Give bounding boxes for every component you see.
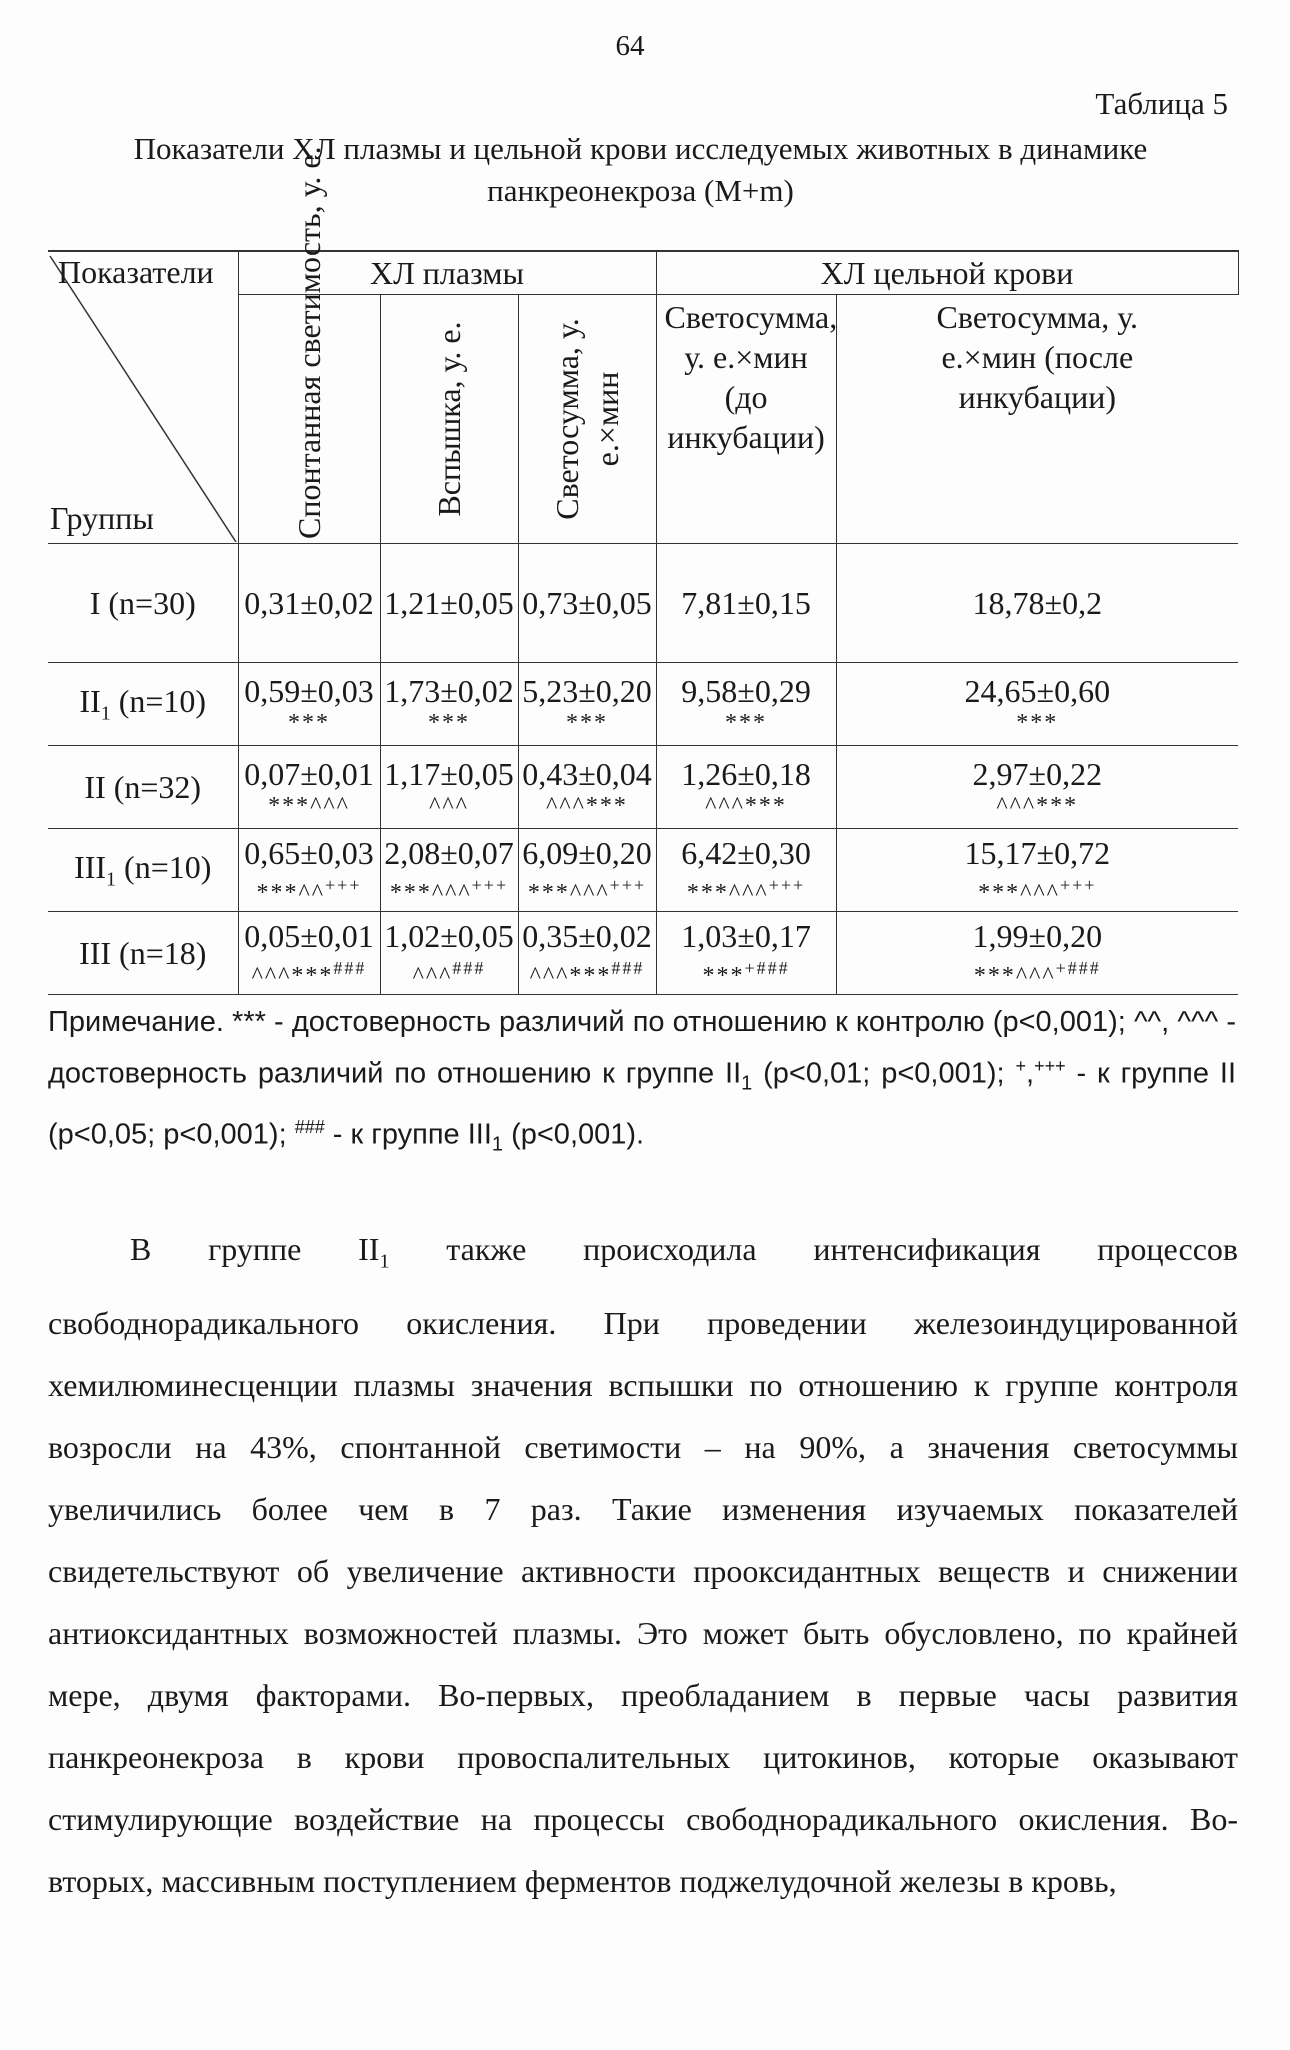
col-header-flash [380,295,518,544]
significance-mark [657,710,836,736]
value-cell [836,663,1238,746]
table-title: Показатели ХЛ плазмы и цельной крови исследуемых животных в динамике панкреонекроза (М+m) [133,131,1148,208]
value-cell [238,544,380,663]
corner-header-cell [48,251,238,544]
cell-value: 0,65±0,03 [244,835,374,871]
cell-value: 0,43±0,04 [522,756,652,792]
value-cell [518,829,656,912]
table-row [48,912,1238,995]
group-subscript: 1 [100,702,111,725]
value-cell [238,746,380,829]
cell-value: 9,58±0,29 [681,673,811,709]
significance-symbols: *** [1016,710,1059,736]
note-sup-plus3: +++ [1034,1056,1066,1076]
body-sub: 1 [379,1250,390,1273]
group-cell [48,663,238,746]
cell-value: 1,21±0,05 [384,585,514,621]
table-note [48,1000,1236,1167]
body-paragraph [48,1218,1238,1912]
cell-value: 7,81±0,15 [681,585,811,621]
table-row [48,746,1238,829]
plasma-group-header: ХЛ плазмы [238,251,656,295]
cell-value: 1,17±0,05 [384,756,514,792]
significance-mark [837,955,1239,989]
cell-value: 2,08±0,07 [384,835,514,871]
significance-symbols: ^^^ [429,793,469,819]
significance-mark [381,955,518,989]
group-subscript: 1 [106,868,117,891]
note-text-3: , [1026,1057,1035,1090]
note-sup-hash: ### [294,1117,325,1138]
value-cell [380,663,518,746]
cell-value: 1,73±0,02 [384,673,514,709]
significance-mark [239,955,380,989]
significance-symbols: ***^^ [256,880,326,906]
cell-value: 15,17±0,72 [964,835,1111,871]
note-text-6: (р<0,001). [503,1119,645,1152]
cell-value: 2,97±0,22 [972,756,1103,792]
cell-value: 0,31±0,02 [244,585,374,621]
value-cell [656,544,836,663]
note-text-5: - к группе III [324,1119,492,1152]
cell-value: 0,35±0,02 [522,918,652,954]
note-text-1: Примечание. *** - достоверность различий по отношению к контролю (р<0,001); ^^, ^^^ - достоверность различий по отношению к группе II [48,1006,1236,1090]
value-cell [380,544,518,663]
col-header-after [836,295,1238,544]
significance-mark [519,955,656,989]
significance-symbols: ^^^*** [705,793,787,819]
cell-value: 1,03±0,17 [681,918,811,954]
significance-symbols: ^^^*** [251,963,334,989]
significance-superscript: +++ [471,875,509,895]
significance-mark [519,710,656,736]
significance-mark [239,793,380,819]
significance-mark [657,793,836,819]
significance-symbols: ***^^^ [389,880,472,906]
value-cell [836,746,1238,829]
significance-mark [519,872,656,906]
value-cell [238,663,380,746]
table-row [48,829,1238,912]
body-text-rest: также происходила интенсификация процессов свободнорадикального окисления. При проведении железоиндуцированной хемилюминесценции плазмы значения вспышки по отношению к группе контроля возросли на 43%, спонтанной светимости – на 90%, а значения светосуммы увеличились более чем в 7 раз. Такие изменения изучаемых показателей свидетельствуют об увеличение активности прооксидантных веществ и снижении антиоксидантных возможностей плазмы. Это может быть обусловлено, по крайней мере, двумя факторами. Во-первых, преобладанием в первые часы развития панкреонекроза в крови провоспалительных цитокинов, которые оказывают стимулирующие воздействие на процессы свободнорадикального окисления. Во-вторых, массивным поступлением ферментов поджелудочной железы в кровь, [48,1231,1239,1900]
corner-label-indicators: Показатели [58,254,214,290]
value-cell [238,829,380,912]
significance-superscript: +++ [768,875,806,895]
significance-symbols: ^^^*** [529,963,612,989]
group-cell: II (n=32) [48,746,238,829]
significance-symbols: *** [428,710,470,736]
cell-value: 18,78±0,2 [972,585,1103,621]
value-cell [518,544,656,663]
significance-symbols: ^^^ [412,963,453,989]
group-count: (n=10) [116,848,212,885]
value-cell [656,746,836,829]
blood-group-header: ХЛ цельной крови [656,251,1238,295]
significance-symbols: ***^^^ [978,880,1060,906]
significance-symbols: *** [702,963,745,989]
significance-superscript: +++ [1059,875,1097,895]
value-cell [238,912,380,995]
value-cell [518,912,656,995]
significance-mark [657,955,836,989]
significance-superscript: +++ [609,875,647,895]
significance-symbols: ^^^*** [546,793,628,819]
significance-symbols: ***^^^ [268,793,350,819]
note-text-4: - к группе II (р<0,05; р<0,001); [48,1057,1236,1152]
cell-value: 1,99±0,20 [972,918,1103,954]
col-header-before [656,295,836,544]
body-text-start: В группе II [130,1231,380,1267]
significance-superscript: ### [333,958,367,978]
note-sub-2: 1 [491,1133,504,1156]
page-number: 64 [615,30,645,62]
significance-symbols: *** [288,710,330,736]
significance-symbols: ***^^^ [686,880,769,906]
cell-value: 1,02±0,05 [384,918,514,954]
significance-mark [837,793,1239,819]
value-cell [836,829,1238,912]
value-cell [380,912,518,995]
significance-mark [657,872,836,906]
significance-mark [519,793,656,819]
table-label: Таблица 5 [1095,86,1228,121]
cell-value: 0,05±0,01 [244,918,374,954]
significance-symbols: ***^^^ [527,880,610,906]
value-cell [836,544,1238,663]
cell-value: 5,23±0,20 [522,673,652,709]
significance-mark [837,872,1239,906]
significance-symbols: *** [566,710,609,736]
cell-value: 24,65±0,60 [964,673,1111,709]
corner-label-groups: Группы [50,500,154,536]
group-cell [48,829,238,912]
significance-symbols: ***^^^ [973,963,1056,989]
significance-mark [381,872,518,906]
note-sup-plus: + [1015,1056,1026,1076]
cell-value: 0,73±0,05 [522,585,652,621]
col-header-lightsum [518,295,656,544]
cell-value: 0,07±0,01 [244,756,374,792]
significance-symbols: ^^^*** [996,793,1079,819]
col-header-before-text: Светосумма, у. е.×мин (до инкубации) [664,299,838,455]
value-cell [380,746,518,829]
value-cell [518,746,656,829]
value-cell [656,663,836,746]
note-sub-1: 1 [741,1072,753,1095]
value-cell [518,663,656,746]
cell-value: 1,26±0,18 [681,756,811,792]
significance-mark [239,872,380,906]
diagonal-line [48,252,238,542]
table-row [48,663,1238,746]
cell-value: 6,09±0,20 [522,835,652,871]
group-name: III [74,848,107,885]
col-header-spont [238,146,380,544]
group-cell: I (n=30) [48,544,238,663]
significance-superscript: +### [744,958,790,978]
table-row [48,544,1238,663]
value-cell [656,912,836,995]
significance-superscript: ### [611,958,645,978]
col-header-lightsum-text: Светосумма, у. е.×мин [549,318,626,520]
col-header-spont-text: Спонтанная светимость, у. е. [291,146,327,539]
significance-superscript: +### [1055,958,1101,978]
significance-mark [837,710,1239,736]
col-header-flash-text: Вспышка, у. е. [431,321,467,517]
col-header-after-text: Светосумма, у. е.×мин (после инкубации) [936,299,1139,415]
cell-value: 6,42±0,30 [681,835,811,871]
cell-value: 0,59±0,03 [244,673,374,709]
group-cell: III (n=18) [48,912,238,995]
significance-mark [381,793,518,819]
note-text-2: (р<0,01; р<0,001); [752,1057,1016,1090]
group-name: II [79,682,101,719]
significance-mark [239,710,380,736]
value-cell [836,912,1238,995]
group-count: (n=10) [110,682,207,719]
value-cell [380,829,518,912]
significance-superscript: +++ [325,875,362,895]
significance-mark [381,710,518,736]
significance-symbols: *** [725,710,768,736]
value-cell [656,829,836,912]
significance-superscript: ### [452,958,486,978]
